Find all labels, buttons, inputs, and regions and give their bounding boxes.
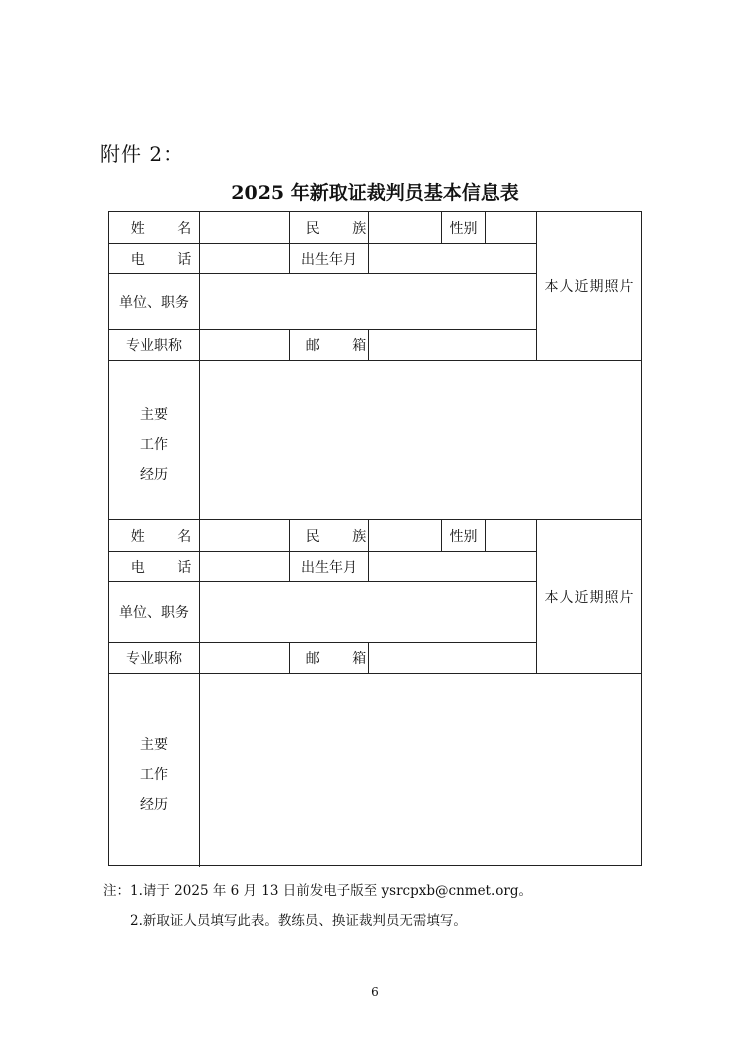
experience-line-2: 工作: [140, 767, 168, 783]
phone-label: 电 话: [130, 251, 206, 268]
title-field[interactable]: [200, 330, 289, 360]
experience-line-3: 经历: [140, 467, 168, 483]
unit-field[interactable]: [200, 582, 536, 642]
gender-field[interactable]: [486, 212, 536, 243]
note-2: 2.新取证人员填写此表。教练员、换证裁判员无需填写。: [130, 913, 467, 929]
ethnicity-field[interactable]: [369, 212, 441, 243]
form-notes: [103, 876, 532, 936]
gender-label: 性别: [449, 220, 478, 237]
phone-field[interactable]: [200, 552, 289, 581]
form-title: 2025 年新取证裁判员基本信息表: [231, 182, 519, 204]
experience-field[interactable]: [200, 674, 642, 865]
experience-line-1: 主要: [140, 407, 168, 423]
phone-field[interactable]: [200, 244, 289, 273]
experience-label: [109, 730, 199, 820]
gender-label: 性别: [449, 528, 478, 545]
name-label: 姓 名: [130, 528, 206, 545]
info-form-table: [108, 211, 642, 866]
experience-line-1: 主要: [140, 737, 168, 753]
title-label: 专业职称: [126, 338, 182, 354]
birth-label: 出生年月: [301, 559, 357, 576]
email-label: 邮 箱: [305, 338, 381, 354]
email-field[interactable]: [369, 643, 536, 673]
birth-field[interactable]: [369, 552, 536, 581]
ethnicity-field[interactable]: [369, 520, 441, 551]
title-label: 专业职称: [126, 651, 182, 667]
experience-label: [109, 400, 199, 490]
unit-label: 单位、职务: [119, 605, 189, 621]
experience-field[interactable]: [200, 361, 642, 519]
page-number: 6: [371, 985, 379, 999]
phone-label: 电 话: [130, 559, 206, 576]
title-field[interactable]: [200, 643, 289, 673]
email-field[interactable]: [369, 330, 536, 360]
experience-line-2: 工作: [140, 437, 168, 453]
experience-line-3: 经历: [140, 797, 168, 813]
name-field[interactable]: [200, 520, 289, 551]
ethnicity-label: 民 族: [305, 220, 381, 237]
photo-placeholder[interactable]: 本人近期照片: [544, 589, 635, 606]
attachment-heading: 附件 2：: [100, 142, 185, 166]
email-label: 邮 箱: [305, 651, 381, 667]
name-label: 姓 名: [130, 220, 206, 237]
gender-field[interactable]: [486, 520, 536, 551]
birth-label: 出生年月: [301, 251, 357, 268]
photo-placeholder[interactable]: 本人近期照片: [544, 279, 635, 295]
note-1: 注：1.请于 2025 年 6 月 13 日前发电子版至 ysrcpxb@cnmet.org。: [103, 883, 532, 899]
birth-field[interactable]: [369, 244, 536, 273]
name-field[interactable]: [200, 212, 289, 243]
ethnicity-label: 民 族: [305, 528, 381, 545]
unit-field[interactable]: [200, 274, 536, 329]
unit-label: 单位、职务: [119, 294, 189, 311]
